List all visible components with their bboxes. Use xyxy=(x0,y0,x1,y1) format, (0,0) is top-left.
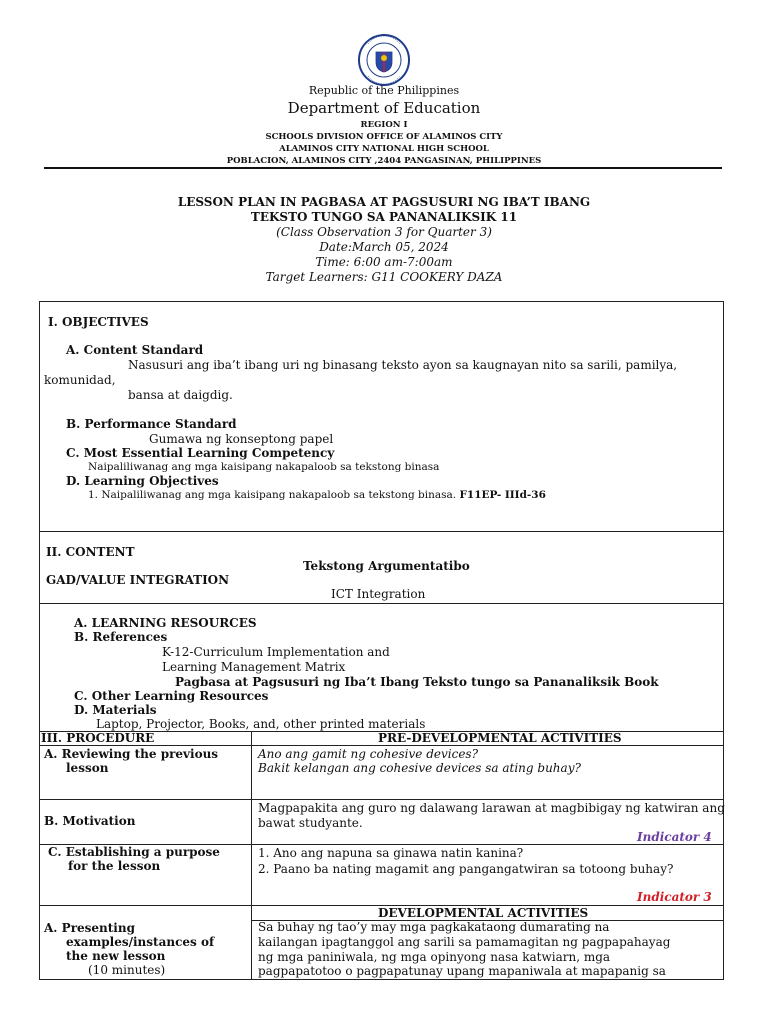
lesson-plan-title-line1: LESSON PLAN IN PAGBASA AT PAGSUSURI NG IBA’T IBANG xyxy=(177,195,591,209)
purpose-label-cont: for the lesson xyxy=(68,859,161,873)
learning-objectives-label: D. Learning Objectives xyxy=(66,474,219,488)
learning-objective-text: 1. Naipaliliwanag ang mga kaisipang nakapaloob sa tekstong binasa. xyxy=(88,489,457,501)
lesson-time: Time: 6:00 am-7:00am xyxy=(315,255,453,269)
purpose-label: C. Establishing a purpose xyxy=(48,845,220,859)
reference-2: Learning Management Matrix xyxy=(162,660,346,674)
review-question-2: Bakit kelangan ang cohesive devices sa ating buhay? xyxy=(258,761,581,775)
presenting-duration: (10 minutes) xyxy=(88,963,166,977)
ict-integration: ICT Integration xyxy=(331,587,426,601)
presenting-label: A. Presenting xyxy=(44,921,135,935)
divider-objectives-content xyxy=(39,531,724,532)
reference-1: K-12-Curriculum Implementation and xyxy=(162,645,390,659)
content-standard-text-end: bansa at daigdig. xyxy=(128,388,233,402)
lesson-plan-title-line2: TEKSTO TUNGO SA PANANALIKSIK 11 xyxy=(250,210,518,224)
learning-resources-label: A. LEARNING RESOURCES xyxy=(74,616,257,630)
indicator-4-tag: Indicator 4 xyxy=(637,830,712,844)
performance-standard-label: B. Performance Standard xyxy=(66,417,237,431)
references-label: B. References xyxy=(74,630,168,644)
presenting-text-2: kailangan ipagtanggol ang sarili sa pamamagitan ng pagpapahayag xyxy=(258,935,671,949)
materials-label: D. Materials xyxy=(74,703,157,717)
review-question-1: Ano ang gamit ng cohesive devices? xyxy=(258,747,479,761)
content-topic: Tekstong Argumentatibo xyxy=(303,559,470,573)
melc-label: C. Most Essential Learning Competency xyxy=(66,446,335,460)
developmental-heading: DEVELOPMENTAL ACTIVITIES xyxy=(378,906,589,920)
gad-value-integration: GAD/VALUE INTEGRATION xyxy=(46,573,230,587)
content-heading: II. CONTENT xyxy=(46,545,135,559)
presenting-label-cont: examples/instances of xyxy=(66,935,215,949)
pre-developmental-heading: PRE-DEVELOPMENTAL ACTIVITIES xyxy=(378,731,622,745)
divider-procedure-header xyxy=(39,745,724,746)
presenting-text-3: ng mga paniniwala, ng mga opinyong nasa katwiarn, mga xyxy=(258,950,611,964)
school-address: POBLACION, ALAMINOS CITY ,2404 PANGASINAN, PHILIPPINES xyxy=(226,156,542,166)
reference-book: Pagbasa at Pagsusuri ng Iba’t Ibang Teksto tungo sa Pananaliksik Book xyxy=(175,675,659,689)
reviewing-label-cont: lesson xyxy=(66,761,109,775)
indicator-3-tag: Indicator 3 xyxy=(637,890,712,904)
purpose-question-2: 2. Paano ba nating magamit ang pangangatwiran sa totoong buhay? xyxy=(258,862,674,876)
content-standard-text-cont: komunidad, xyxy=(44,373,116,387)
republic-line: Republic of the Philippines xyxy=(308,84,460,97)
purpose-question-1: 1. Ano ang napuna sa ginawa natin kanina? xyxy=(258,846,524,860)
competency-code: F11EP- IIId-36 xyxy=(459,489,546,501)
reviewing-label: A. Reviewing the previous xyxy=(44,747,219,761)
deped-seal-logo xyxy=(348,34,420,86)
observation-note: (Class Observation 3 for Quarter 3) xyxy=(276,225,492,239)
divider-review-row xyxy=(39,799,724,800)
motivation-label: B. Motivation xyxy=(44,814,136,828)
header-divider xyxy=(44,167,722,169)
school-name: ALAMINOS CITY NATIONAL HIGH SCHOOL xyxy=(279,144,489,154)
presenting-label-end: the new lesson xyxy=(66,949,166,963)
division-office-line: SCHOOLS DIVISION OFFICE OF ALAMINOS CITY xyxy=(265,132,503,142)
motivation-text: Magpapakita ang guro ng dalawang larawan at magbibigay ng katwiran ang xyxy=(258,801,725,815)
divider-content-resources xyxy=(39,603,724,604)
content-standard-label: A. Content Standard xyxy=(66,343,204,357)
content-standard-text: Nasusuri ang iba’t ibang uri ng binasang teksto ayon sa kaugnayan nito sa sarili, pamilya, xyxy=(128,358,678,372)
procedure-column-divider xyxy=(251,731,252,980)
performance-standard-text: Gumawa ng konseptong papel xyxy=(149,432,334,446)
motivation-text-cont: bawat studyante. xyxy=(258,816,363,830)
presenting-text-1: Sa buhay ng tao’y may mga pagkakataong dumarating na xyxy=(258,920,610,934)
target-learners: Target Learners: G11 COOKERY DAZA xyxy=(265,270,503,284)
department-name: Department of Education xyxy=(287,99,481,117)
melc-text: Naipaliliwanag ang mga kaisipang nakapaloob sa tekstong binasa xyxy=(88,461,440,473)
region-line: REGION I xyxy=(360,120,408,130)
learning-objective-item xyxy=(88,489,546,501)
other-resources-label: C. Other Learning Resources xyxy=(74,689,269,703)
materials-text: Laptop, Projector, Books, and, other printed materials xyxy=(96,717,426,731)
procedure-heading: III. PROCEDURE xyxy=(41,731,155,745)
presenting-text-4: pagpapatotoo o pagpapatunay upang mapaniwala at mapapanig sa xyxy=(258,964,666,978)
objectives-heading: I. OBJECTIVES xyxy=(48,315,149,329)
lesson-date: Date:March 05, 2024 xyxy=(319,240,449,254)
